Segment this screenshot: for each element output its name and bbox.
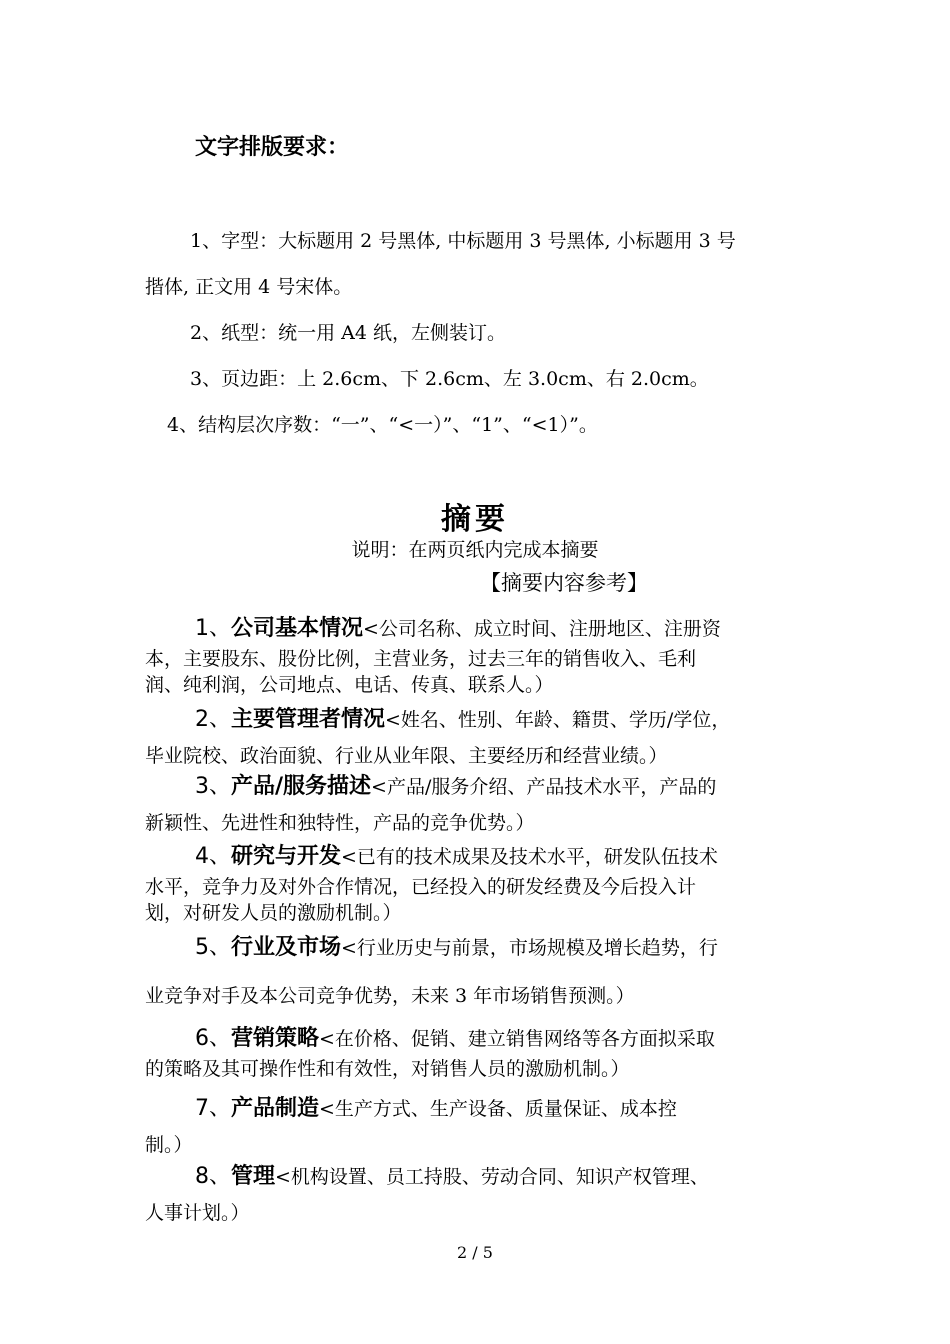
item-continuation-line: 润、纯利润，公司地点、电话、传真、联系人。） <box>145 674 554 696</box>
item-continuation-line: 人事计划。） <box>145 1202 250 1224</box>
item-first-line <box>145 1160 810 1194</box>
item-continuation-line: 本，主要股东、股份比例，主营业务，过去三年的销售收入、毛利 <box>145 648 697 670</box>
item-title: 公司基本情况 <box>231 616 364 641</box>
item-continuation-line: 制。） <box>145 1134 193 1156</box>
abstract-item-marketing-strategy <box>145 1022 810 1082</box>
item-description: <在价格、促销、建立销售网络等各方面拟采取 <box>319 1028 715 1050</box>
item-title: 产品制造 <box>231 1096 320 1121</box>
item-continuation-line: 新颖性、先进性和独特性，产品的竞争优势。） <box>145 812 535 834</box>
item-title: 研究与开发 <box>231 844 342 869</box>
item-description: <产品/服务介绍、产品技术水平，产品的 <box>371 776 717 798</box>
item-description: <行业历史与前景，市场规模及增长趋势，行 <box>341 937 718 959</box>
requirement-1-line-2: 揩体, 正文用 4 号宋体。 <box>145 276 353 298</box>
item-title: 产品/服务描述 <box>231 774 372 799</box>
item-description: <机构设置、员工持股、劳动合同、知识产权管理、 <box>275 1166 709 1188</box>
item-number: 1、 <box>195 616 231 641</box>
requirement-4: 4、结构层次序数：“一”、“<一）”、“1”、“<1）”。 <box>167 414 598 436</box>
abstract-title: 摘要 <box>441 502 509 537</box>
item-first-line <box>145 770 810 804</box>
item-first-line <box>145 1022 810 1056</box>
item-title: 行业及市场 <box>231 935 342 960</box>
item-number: 4、 <box>195 844 231 869</box>
abstract-reference-heading: 【摘要内容参考】 <box>480 571 648 595</box>
requirement-3: 3、页边距：上 2.6cm、下 2.6cm、左 3.0cm、右 2.0cm。 <box>190 368 709 390</box>
page-number: 2 / 5 <box>457 1243 493 1262</box>
item-first-line <box>145 703 810 737</box>
item-first-line <box>145 1092 810 1126</box>
item-continuation-line: 水平，竞争力及对外合作情况，已经投入的研发经费及今后投入计 <box>145 876 697 898</box>
item-title: 管理 <box>231 1164 276 1189</box>
item-title: 主要管理者情况 <box>231 707 386 732</box>
abstract-item-company-info <box>145 612 810 698</box>
item-continuation-line: 划，对研发人员的激励机制。） <box>145 902 402 924</box>
layout-requirements-heading: 文字排版要求： <box>195 134 350 160</box>
item-continuation-line: 的策略及其可操作性和有效性，对销售人员的激励机制。） <box>145 1058 630 1080</box>
item-description: <公司名称、成立时间、注册地区、注册资 <box>363 618 721 640</box>
item-number: 7、 <box>195 1096 231 1121</box>
abstract-item-management <box>145 703 810 769</box>
abstract-note: 说明：在两页纸内完成本摘要 <box>351 539 599 561</box>
item-number: 5、 <box>195 935 231 960</box>
abstract-item-product-service <box>145 770 810 836</box>
item-continuation-line: 业竞争对手及本公司竞争优势，未来 3 年市场销售预测。） <box>145 985 635 1007</box>
abstract-item-manufacturing <box>145 1092 810 1158</box>
item-number: 8、 <box>195 1164 231 1189</box>
item-continuation-line: 毕业院校、政治面貌、行业从业年限、主要经历和经营业绩。） <box>145 745 668 767</box>
item-description: <姓名、性别、年龄、籍贯、学历/学位， <box>385 709 731 731</box>
abstract-item-research-development <box>145 840 810 926</box>
item-title: 营销策略 <box>231 1026 320 1051</box>
item-number: 3、 <box>195 774 231 799</box>
item-description: <生产方式、生产设备、质量保证、成本控 <box>319 1098 677 1120</box>
abstract-item-management-structure <box>145 1160 810 1226</box>
item-first-line <box>145 612 810 646</box>
item-first-line <box>145 931 810 965</box>
item-number: 6、 <box>195 1026 231 1051</box>
requirement-2: 2、纸型：统一用 A4 纸，左侧装订。 <box>190 322 506 344</box>
requirement-1-line-1: 1、字型：大标题用 2 号黑体, 中标题用 3 号黑体, 小标题用 3 号 <box>190 230 736 252</box>
item-number: 2、 <box>195 707 231 732</box>
abstract-item-industry-market <box>145 931 810 1009</box>
item-first-line <box>145 840 810 874</box>
item-description: <已有的技术成果及技术水平，研发队伍技术 <box>341 846 718 868</box>
